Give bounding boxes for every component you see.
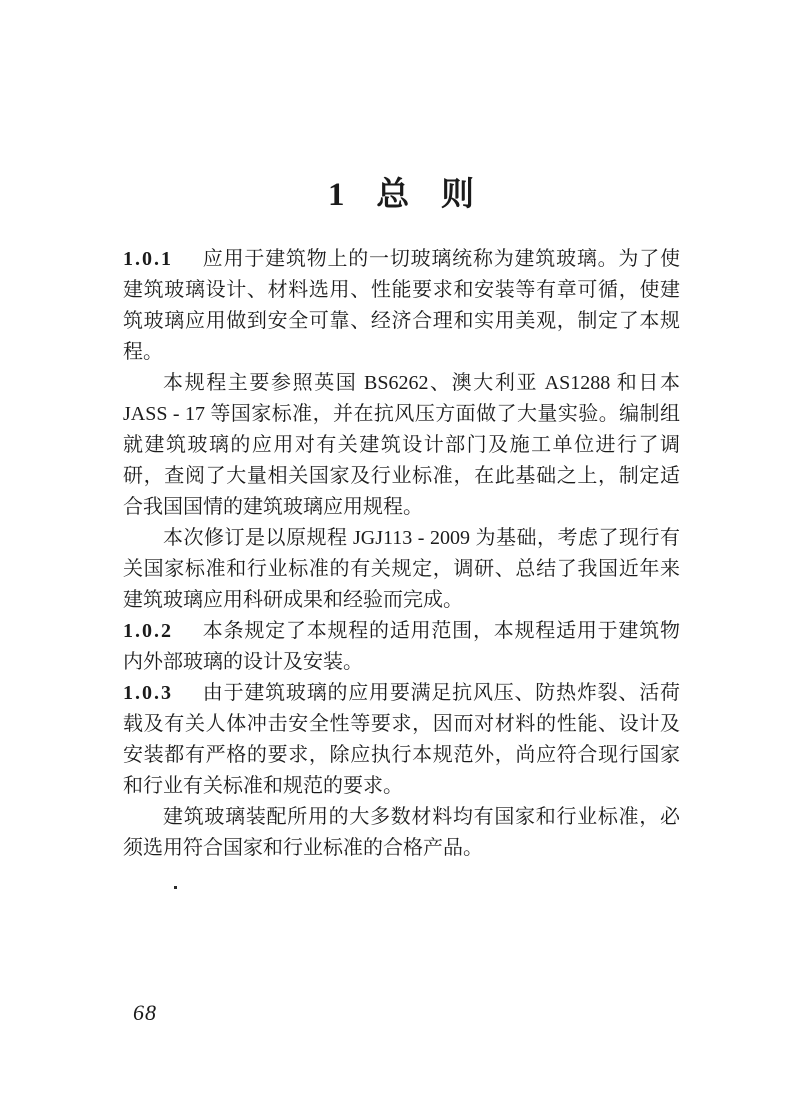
chapter-title: 1 总 则 (328, 177, 475, 213)
paragraph-text: 本条规定了本规程的适用范围，本规程适用于建筑物内外部玻璃的设计及安装。 (123, 620, 680, 673)
paragraph-text: 应用于建筑物上的一切玻璃统称为建筑玻璃。为了使建筑玻璃设计、材料选用、性能要求和安装等有章可循，使建筑玻璃应用做到安全可靠、经济合理和实用美观，制定了本规程。 (123, 248, 680, 363)
paragraph (123, 523, 680, 616)
clause-number: 1.0.1 (123, 248, 173, 270)
paragraph-text: 由于建筑玻璃的应用要满足抗风压、防热炸裂、活荷载及有关人体冲击安全性等要求，因而对材料的性能、设计及安装都有严格的要求，除应执行本规范外，尚应符合现行国家和行业有关标准和规范的要求。 (123, 682, 680, 797)
paragraph-text: 本次修订是以原规程 JGJ113 - 2009 为基础，考虑了现行有关国家标准和行业标准的有关规定，调研、总结了我国近年来建筑玻璃应用科研成果和经验而完成。 (123, 527, 680, 611)
clause-number: 1.0.3 (123, 682, 173, 704)
paragraph-text: 本规程主要参照英国 BS6262、澳大利亚 AS1288 和日本 JASS - 17 等国家标准，并在抗风压方面做了大量实验。编制组就建筑玻璃的应用对有关建筑设计部门及施工单位进行了调研，查阅了大量相关国家及行业标准，在此基础之上，制定适合我国国情的建筑玻璃应用规程。 (123, 372, 680, 518)
paragraph (123, 368, 680, 523)
clause-number: 1.0.2 (123, 620, 173, 642)
paragraph-clause-1-0-2 (123, 616, 680, 678)
paragraph (123, 802, 680, 864)
paragraph-text: 建筑玻璃装配所用的大多数材料均有国家和行业标准，必须选用符合国家和行业标准的合格产品。 (123, 806, 680, 859)
body-text (123, 244, 680, 864)
page-number: 68 (133, 1000, 157, 1025)
paragraph-clause-1-0-1 (123, 244, 680, 368)
ink-speck-artifact (174, 886, 177, 889)
paragraph-clause-1-0-3 (123, 678, 680, 802)
